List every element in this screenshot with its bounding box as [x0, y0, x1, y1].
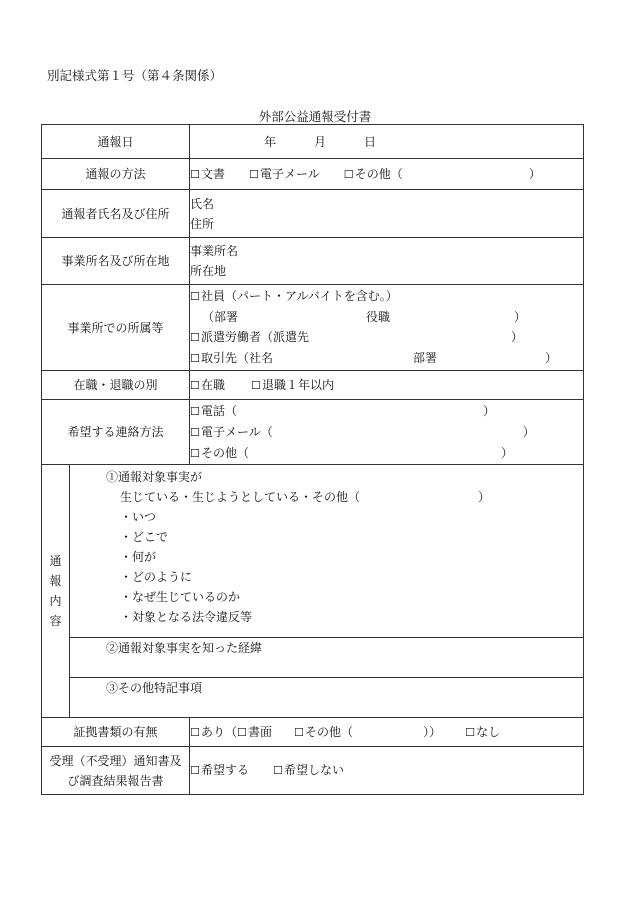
- content-item3-title: ③その他特記事項: [106, 681, 203, 695]
- contact-email: 電子メール（: [201, 424, 273, 439]
- row-report-content-1: [42, 465, 584, 638]
- contact-method-label: 希望する連絡方法: [42, 400, 190, 465]
- row-affiliation: [42, 285, 584, 371]
- affiliation-options: [190, 285, 584, 371]
- document-title: 外部公益通報受付書: [258, 109, 372, 124]
- office-location: 所在地: [190, 264, 227, 278]
- affiliation-dept-close: ）: [514, 310, 527, 324]
- report-date-value[interactable]: [190, 125, 584, 159]
- evidence-other: その他（: [305, 724, 354, 739]
- status-employed: 在職: [201, 377, 226, 392]
- row-contact-method: [42, 400, 584, 465]
- report-not-want: 希望しない: [284, 763, 345, 777]
- contact-phone: 電話（: [201, 403, 238, 418]
- checkbox-icon[interactable]: ☐: [465, 725, 475, 739]
- checkbox-icon[interactable]: ☐: [249, 167, 259, 181]
- contact-other-close: ）: [501, 445, 514, 460]
- affiliation-position: 役職: [366, 310, 391, 324]
- content-item1-close: ）: [478, 490, 491, 504]
- affiliation-partner-close: ）: [545, 351, 558, 365]
- contact-phone-close: ）: [483, 403, 496, 418]
- form-number-note: 別記様式第１号（第４条関係）: [47, 68, 223, 83]
- checkbox-icon[interactable]: ☐: [190, 725, 200, 739]
- reporter-label: 通報者氏名及び住所: [42, 190, 190, 238]
- evidence-yes-close: ））: [423, 724, 442, 739]
- report-want: 希望する: [201, 763, 250, 777]
- content-item-1[interactable]: [70, 465, 584, 638]
- report-method-label: 通報の方法: [42, 159, 190, 190]
- reporter-address: 住所: [190, 216, 215, 231]
- content-item1-title: ①通報対象事実が: [106, 470, 203, 484]
- affiliation-dept: （部署: [202, 310, 239, 324]
- affiliation-label: 事業所での所属等: [42, 285, 190, 371]
- report-form-table: [41, 124, 584, 795]
- row-report-content-3: [42, 678, 584, 718]
- status-retired: 退職１年以内: [262, 377, 335, 392]
- checkbox-icon[interactable]: ☐: [251, 378, 261, 392]
- checkbox-icon[interactable]: ☐: [190, 331, 200, 344]
- reporter-name: 氏名: [190, 196, 215, 211]
- method-email: 電子メール: [260, 166, 320, 181]
- affiliation-partner: 取引先（社名: [201, 351, 274, 365]
- report-method-options: [190, 159, 584, 190]
- bullet-what: ・何が: [120, 550, 157, 564]
- checkbox-icon[interactable]: ☐: [343, 167, 354, 181]
- row-reporter: [42, 190, 584, 238]
- content-item2-title: ②通報対象事実を知った経緯: [106, 641, 263, 655]
- year-label: 年: [264, 134, 277, 149]
- row-evidence: [42, 718, 584, 747]
- row-report-content-2: [42, 638, 584, 678]
- method-other-close: ）: [528, 166, 541, 181]
- office-name: 事業所名: [190, 244, 239, 258]
- affiliation-dispatched-close: ）: [511, 330, 524, 344]
- office-label: 事業所名及び所在地: [42, 238, 190, 285]
- report-content-label: 通 報 内 容: [42, 465, 70, 718]
- row-report-request: [42, 747, 584, 795]
- month-label: 月: [314, 134, 327, 149]
- report-request-label: 受理（不受理）通知書及 び調査結果報告書: [42, 747, 190, 795]
- checkbox-icon[interactable]: ☐: [190, 167, 200, 181]
- report-date-label: 通報日: [42, 125, 190, 159]
- row-report-method: [42, 159, 584, 190]
- bullet-when: ・いつ: [120, 510, 157, 524]
- row-employment-status: [42, 371, 584, 400]
- row-report-date: [42, 125, 584, 159]
- evidence-label: 証拠書類の有無: [42, 718, 190, 747]
- contact-email-close: ）: [522, 424, 535, 439]
- checkbox-icon[interactable]: ☐: [190, 425, 200, 439]
- evidence-options: [190, 718, 584, 747]
- checkbox-icon[interactable]: ☐: [190, 378, 200, 392]
- day-label: 日: [364, 134, 377, 149]
- affiliation-employee: 社員（パート・アルバイトを含む。）: [201, 289, 398, 303]
- evidence-no: なし: [476, 724, 501, 739]
- checkbox-icon[interactable]: ☐: [273, 764, 283, 777]
- checkbox-icon[interactable]: ☐: [190, 290, 200, 303]
- checkbox-icon[interactable]: ☐: [190, 446, 200, 460]
- checkbox-icon[interactable]: ☐: [190, 404, 200, 418]
- employment-status-options: [190, 371, 584, 400]
- report-request-options: [190, 747, 584, 795]
- checkbox-icon[interactable]: ☐: [190, 764, 200, 777]
- evidence-paper: 書面: [248, 724, 273, 739]
- employment-status-label: 在職・退職の別: [42, 371, 190, 400]
- bullet-where: ・どこで: [120, 530, 169, 544]
- contact-other: その他（: [201, 445, 250, 460]
- checkbox-icon[interactable]: ☐: [237, 725, 247, 739]
- evidence-yes: あり（: [201, 724, 238, 739]
- method-document: 文書: [201, 166, 226, 181]
- reporter-values[interactable]: [190, 190, 584, 238]
- office-values[interactable]: [190, 238, 584, 285]
- checkbox-icon[interactable]: ☐: [190, 352, 200, 365]
- checkbox-icon[interactable]: ☐: [294, 725, 304, 739]
- affiliation-partner-dept: 部署: [413, 351, 438, 365]
- bullet-law: ・対象となる法令違反等: [120, 610, 253, 624]
- row-office: [42, 238, 584, 285]
- content-item1-line: 生じている・生じようとしている・その他（: [120, 490, 361, 504]
- affiliation-dispatched: 派遣労働者（派遣先: [201, 330, 310, 344]
- method-other: その他（: [354, 166, 403, 181]
- content-item-3[interactable]: [70, 678, 584, 718]
- bullet-why: ・なぜ生じているのか: [120, 590, 241, 604]
- content-item-2[interactable]: [70, 638, 584, 678]
- bullet-how: ・どのように: [120, 570, 193, 584]
- contact-method-options: [190, 400, 584, 465]
